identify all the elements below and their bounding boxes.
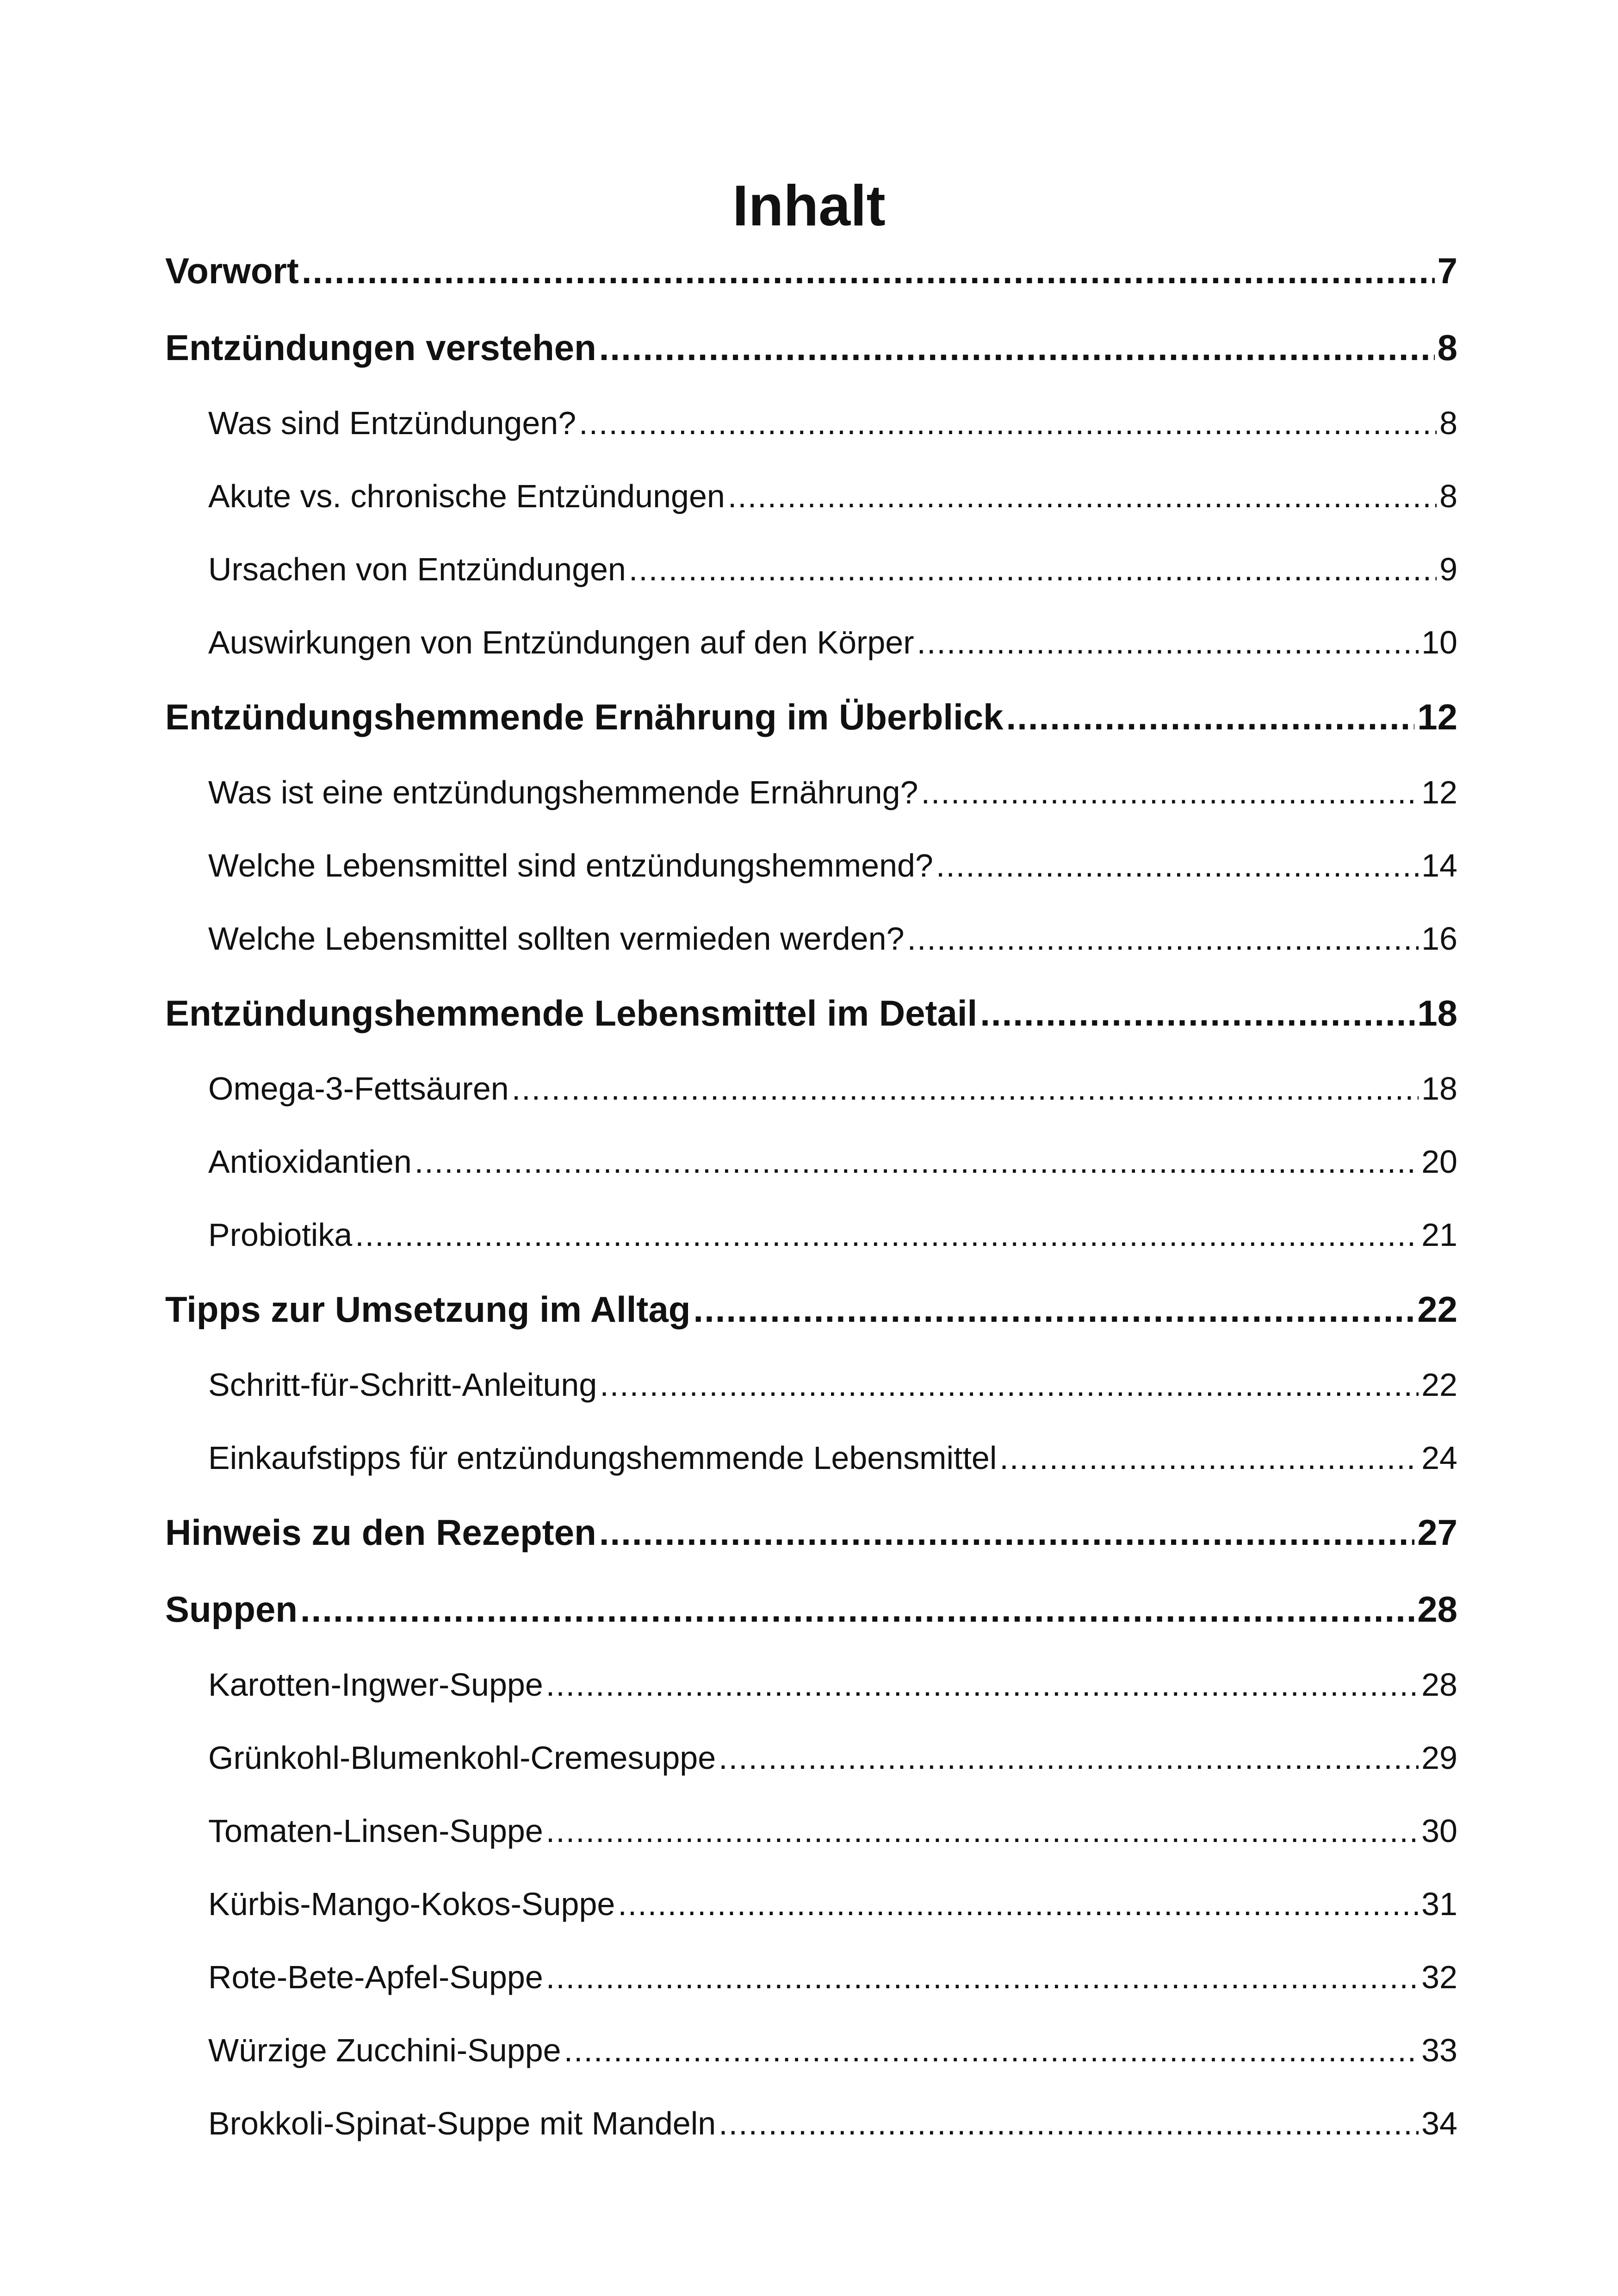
toc-page-number: 21	[1421, 1217, 1457, 1253]
toc-entry-title: Entzündungshemmende Lebensmittel im Detail	[165, 993, 978, 1033]
dot-leader	[600, 1356, 1419, 1413]
toc-page-number: 12	[1417, 697, 1457, 737]
toc-entry-title: Brokkoli-Spinat-Suppe mit Mandeln	[208, 2105, 716, 2141]
page-title: Inhalt	[732, 174, 886, 238]
toc-entry-title: Entzündungshemmende Ernährung im Überblick	[165, 697, 1004, 737]
toc-page-number: 18	[1417, 993, 1457, 1033]
toc-chapter-entry[interactable]	[165, 1502, 1457, 1579]
dot-leader	[921, 764, 1419, 821]
dot-leader	[546, 1948, 1419, 2006]
dot-leader	[1006, 687, 1415, 747]
toc-section-entry[interactable]	[165, 1429, 1457, 1502]
toc-entry-title: Was sind Entzündungen?	[208, 405, 577, 441]
toc-chapter-entry[interactable]	[165, 241, 1457, 317]
toc-page-number: 10	[1421, 624, 1457, 660]
toc-section-entry[interactable]	[165, 541, 1457, 614]
toc-entry-title: Omega-3-Fettsäuren	[208, 1070, 509, 1107]
toc-section-entry[interactable]	[165, 1060, 1457, 1133]
dot-leader	[618, 1875, 1419, 1933]
toc-entry-title: Einkaufstipps für entzündungshemmende Lebensmittel	[208, 1440, 997, 1476]
toc-entry-title: Würzige Zucchini-Suppe	[208, 2032, 561, 2068]
toc-chapter-entry[interactable]	[165, 1279, 1457, 1356]
dot-leader	[917, 614, 1419, 671]
toc-page-number: 9	[1439, 551, 1457, 587]
toc-page-number: 31	[1421, 1886, 1457, 1922]
dot-leader	[936, 837, 1419, 894]
toc-section-entry[interactable]	[165, 1875, 1457, 1948]
dot-leader	[415, 1133, 1419, 1190]
toc-entry-title: Karotten-Ingwer-Suppe	[208, 1667, 543, 1703]
toc-section-entry[interactable]	[165, 1729, 1457, 1802]
dot-leader	[546, 1802, 1419, 1860]
dot-leader	[907, 910, 1419, 967]
toc-section-entry[interactable]	[165, 1356, 1457, 1429]
toc-page-number: 18	[1421, 1070, 1457, 1107]
toc-section-entry[interactable]	[165, 1802, 1457, 1875]
toc-section-entry[interactable]	[165, 764, 1457, 837]
toc-chapter-entry[interactable]	[165, 983, 1457, 1060]
toc-page-number: 8	[1439, 478, 1457, 514]
toc-chapter-entry[interactable]	[165, 687, 1457, 764]
toc-section-entry[interactable]	[165, 1948, 1457, 2022]
toc-section-entry[interactable]	[165, 910, 1457, 983]
toc-entry-title: Vorwort	[165, 250, 299, 291]
toc-page-number: 28	[1417, 1589, 1457, 1630]
toc-entry-title: Hinweis zu den Rezepten	[165, 1512, 596, 1553]
toc-section-entry[interactable]	[165, 2095, 1457, 2168]
toc-entry-title: Tomaten-Linsen-Suppe	[208, 1813, 543, 1849]
toc-page-number: 24	[1421, 1440, 1457, 1476]
toc-page-number: 27	[1417, 1512, 1457, 1553]
toc-chapter-entry[interactable]	[165, 317, 1457, 394]
dot-leader	[999, 1429, 1419, 1487]
toc-entry-title: Schritt-für-Schritt-Anleitung	[208, 1367, 597, 1403]
toc-entry-title: Welche Lebensmittel sollten vermieden werden?	[208, 921, 905, 957]
toc-page-number: 30	[1421, 1813, 1457, 1849]
toc-entry-title: Ursachen von Entzündungen	[208, 551, 626, 587]
dot-leader	[355, 1206, 1419, 1263]
toc-entry-title: Grünkohl-Blumenkohl-Cremesuppe	[208, 1740, 716, 1776]
toc-section-entry[interactable]	[165, 467, 1457, 541]
dot-leader	[719, 1729, 1419, 1786]
dot-leader	[599, 1502, 1414, 1562]
toc-page-number: 29	[1421, 1740, 1457, 1776]
toc-section-entry[interactable]	[165, 1656, 1457, 1729]
dot-leader	[693, 1279, 1414, 1339]
toc-page-number: 20	[1421, 1144, 1457, 1180]
toc-section-entry[interactable]	[165, 1133, 1457, 1206]
toc-page-number: 7	[1437, 250, 1457, 291]
toc-entry-title: Rote-Bete-Apfel-Suppe	[208, 1959, 543, 1995]
table-of-contents	[165, 241, 1457, 2168]
toc-page-number: 28	[1421, 1667, 1457, 1703]
toc-entry-title: Entzündungen verstehen	[165, 327, 596, 368]
dot-leader	[728, 467, 1437, 525]
toc-section-entry[interactable]	[165, 837, 1457, 910]
toc-entry-title: Was ist eine entzündungshemmende Ernährung?	[208, 774, 918, 810]
toc-page-number: 22	[1421, 1367, 1457, 1403]
dot-leader	[719, 2095, 1419, 2152]
toc-entry-title: Kürbis-Mango-Kokos-Suppe	[208, 1886, 615, 1922]
toc-entry-title: Auswirkungen von Entzündungen auf den Körper	[208, 624, 914, 660]
toc-page-number: 8	[1437, 327, 1457, 368]
toc-page-number: 32	[1421, 1959, 1457, 1995]
dot-leader	[300, 1579, 1414, 1639]
toc-entry-title: Antioxidantien	[208, 1144, 412, 1180]
toc-entry-title: Probiotika	[208, 1217, 353, 1253]
dot-leader	[546, 1656, 1419, 1713]
dot-leader	[564, 2022, 1419, 2079]
toc-entry-title: Tipps zur Umsetzung im Alltag	[165, 1289, 691, 1330]
toc-page-number: 22	[1417, 1289, 1457, 1330]
toc-page-number: 34	[1421, 2105, 1457, 2141]
toc-page-number: 8	[1439, 405, 1457, 441]
toc-entry-title: Suppen	[165, 1589, 298, 1630]
toc-page-number: 14	[1421, 847, 1457, 884]
toc-section-entry[interactable]	[165, 614, 1457, 687]
toc-section-entry[interactable]	[165, 2022, 1457, 2095]
toc-section-entry[interactable]	[165, 1206, 1457, 1279]
toc-page-number: 12	[1421, 774, 1457, 810]
toc-page-number: 16	[1421, 921, 1457, 957]
dot-leader	[629, 541, 1437, 598]
toc-entry-title: Welche Lebensmittel sind entzündungshemmend?	[208, 847, 933, 884]
toc-section-entry[interactable]	[165, 394, 1457, 467]
dot-leader	[302, 241, 1435, 301]
dot-leader	[579, 394, 1437, 452]
dot-leader	[599, 317, 1435, 378]
toc-page-number: 33	[1421, 2032, 1457, 2068]
toc-chapter-entry[interactable]	[165, 1579, 1457, 1656]
toc-entry-title: Akute vs. chronische Entzündungen	[208, 478, 725, 514]
dot-leader	[512, 1060, 1419, 1117]
dot-leader	[980, 983, 1414, 1043]
